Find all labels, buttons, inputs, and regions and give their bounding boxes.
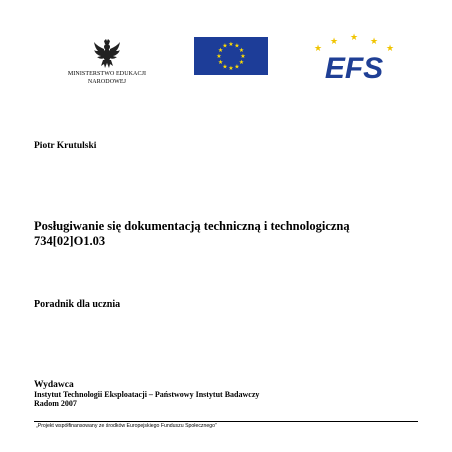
document-title xyxy=(34,219,350,249)
publisher-place-year: Radom 2007 xyxy=(34,399,77,408)
eu-star-icon: ★ xyxy=(238,48,245,54)
ministry-logo xyxy=(62,38,152,94)
eu-flag-icon xyxy=(194,37,268,75)
eu-star-icon: ★ xyxy=(228,66,234,72)
eu-star-icon: ★ xyxy=(216,54,222,60)
eu-star-icon: ★ xyxy=(222,43,228,50)
eu-star-icon: ★ xyxy=(234,43,240,50)
publisher-label: Wydawca xyxy=(34,380,74,390)
publisher-name: Instytut Technologii Eksploatacji – Państwowy Instytut Badawczy xyxy=(34,390,260,399)
eu-star-icon: ★ xyxy=(228,42,234,48)
efs-star-icon: ★ xyxy=(385,43,395,53)
author-name: Piotr Krutulski xyxy=(34,141,97,151)
ministry-name-line1: MINISTERSTWO EDUKACJI xyxy=(67,71,147,77)
efs-star-icon: ★ xyxy=(313,43,323,53)
eu-star-icon: ★ xyxy=(217,48,224,54)
eu-star-icon: ★ xyxy=(240,54,246,60)
efs-logo-text: EFS xyxy=(324,52,384,82)
publisher-block xyxy=(34,380,259,408)
document-subtitle: Poradnik dla ucznia xyxy=(34,299,121,310)
efs-logo xyxy=(304,32,404,82)
eu-star-icon: ★ xyxy=(222,64,228,71)
eu-star-icon: ★ xyxy=(234,64,240,71)
efs-star-icon: ★ xyxy=(369,36,379,46)
footer-divider xyxy=(34,421,418,422)
efs-star-icon: ★ xyxy=(349,32,359,42)
footer-note: „Projekt współfinansowany ze środków Europejskiego Funduszu Społecznego” xyxy=(36,423,217,429)
ministry-name-line2: NARODOWEJ xyxy=(87,79,127,85)
eu-star-icon: ★ xyxy=(238,60,245,66)
title-line-1: Posługiwanie się dokumentacją techniczną i technologiczną xyxy=(34,219,350,233)
efs-star-icon: ★ xyxy=(329,36,339,46)
title-line-2: 734[02]O1.03 xyxy=(34,234,106,248)
polish-eagle-emblem-icon xyxy=(93,38,121,70)
eu-star-icon: ★ xyxy=(217,60,224,66)
